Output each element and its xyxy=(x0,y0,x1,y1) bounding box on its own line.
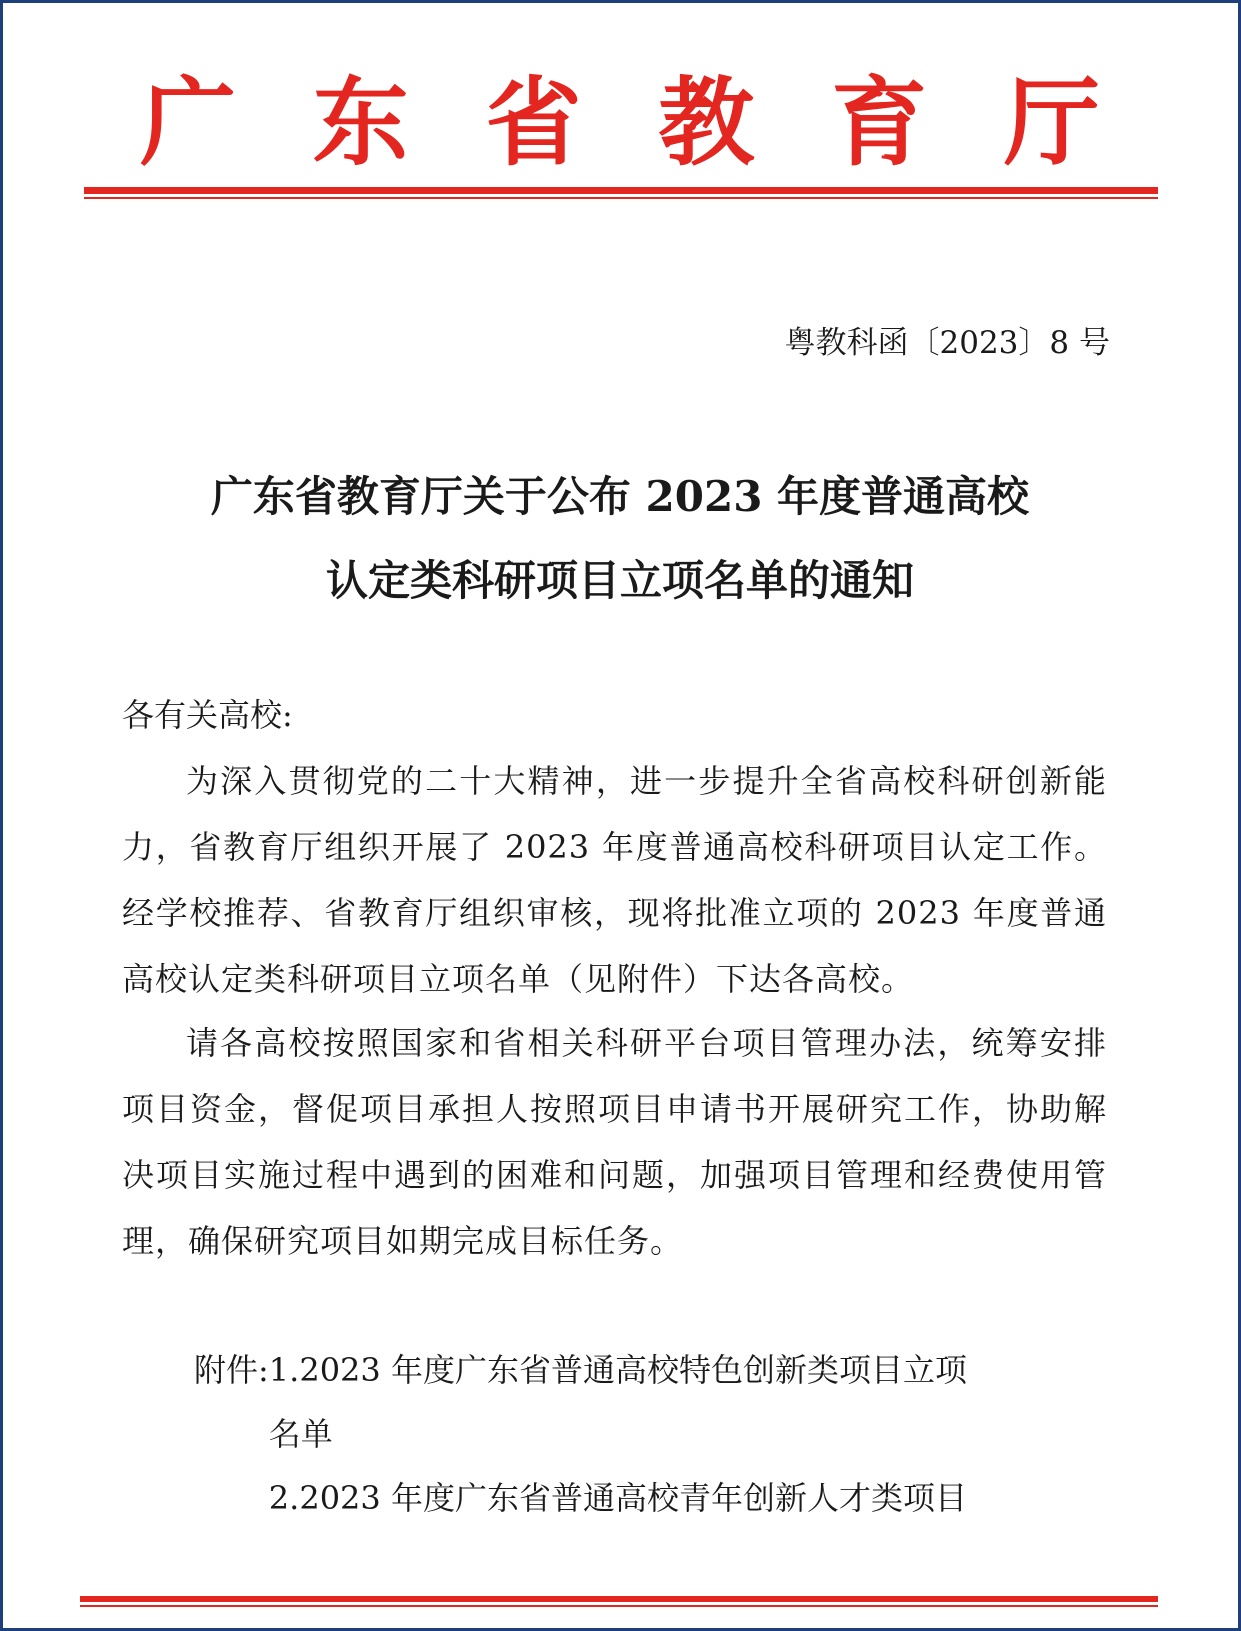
footer-red-rule-thin xyxy=(80,1605,1158,1607)
letterhead-char: 育 xyxy=(831,67,928,179)
addressee: 各有关高校: xyxy=(122,696,293,734)
attachments-label: 附件: xyxy=(194,1351,269,1389)
attachment-item: 2.2023 年度广东省普通高校青年创新人才类项目 xyxy=(268,1479,967,1517)
attachment-item: 1.2023 年度广东省普通高校特色创新类项目立项名单 xyxy=(268,1351,967,1453)
letterhead-red-rule-thin xyxy=(84,197,1158,199)
attachments-list xyxy=(269,1338,999,1530)
letterhead-char: 厅 xyxy=(1003,67,1100,179)
document-title xyxy=(120,455,1120,623)
body-paragraph-2: 请各高校按照国家和省相关科研平台项目管理办法，统筹安排项目资金，督促项目承担人按照项目申请书开展研究工作，协助解决项目实施过程中遇到的困难和问题，加强项目管理和经费使用管理，确保研究项目如期完成目标任务。 xyxy=(122,1024,1107,1260)
letterhead xyxy=(140,68,1100,178)
letterhead-char: 省 xyxy=(485,67,582,179)
letterhead-char: 东 xyxy=(312,67,409,179)
letterhead-red-rule xyxy=(84,187,1158,194)
body-paragraph-1: 为深入贯彻党的二十大精神，进一步提升全省高校科研创新能力，省教育厅组织开展了 2023 年度普通高校科研项目认定工作。经学校推荐、省教育厅组织审核，现将批准立项的 2023 年度普通高校认定类科研项目立项名单（见附件）下达各高校。 xyxy=(122,762,1107,998)
title-line-1: 广东省教育厅关于公布 2023 年度普通高校 xyxy=(210,472,1030,521)
document-number: 粤教科函〔2023〕8 号 xyxy=(784,325,1110,361)
title-line-2: 认定类科研项目立项名单的通知 xyxy=(325,556,914,605)
letterhead-char: 广 xyxy=(140,67,236,179)
footer-red-rule xyxy=(80,1596,1158,1602)
letterhead-char: 教 xyxy=(658,67,755,179)
attachments xyxy=(194,1338,999,1530)
